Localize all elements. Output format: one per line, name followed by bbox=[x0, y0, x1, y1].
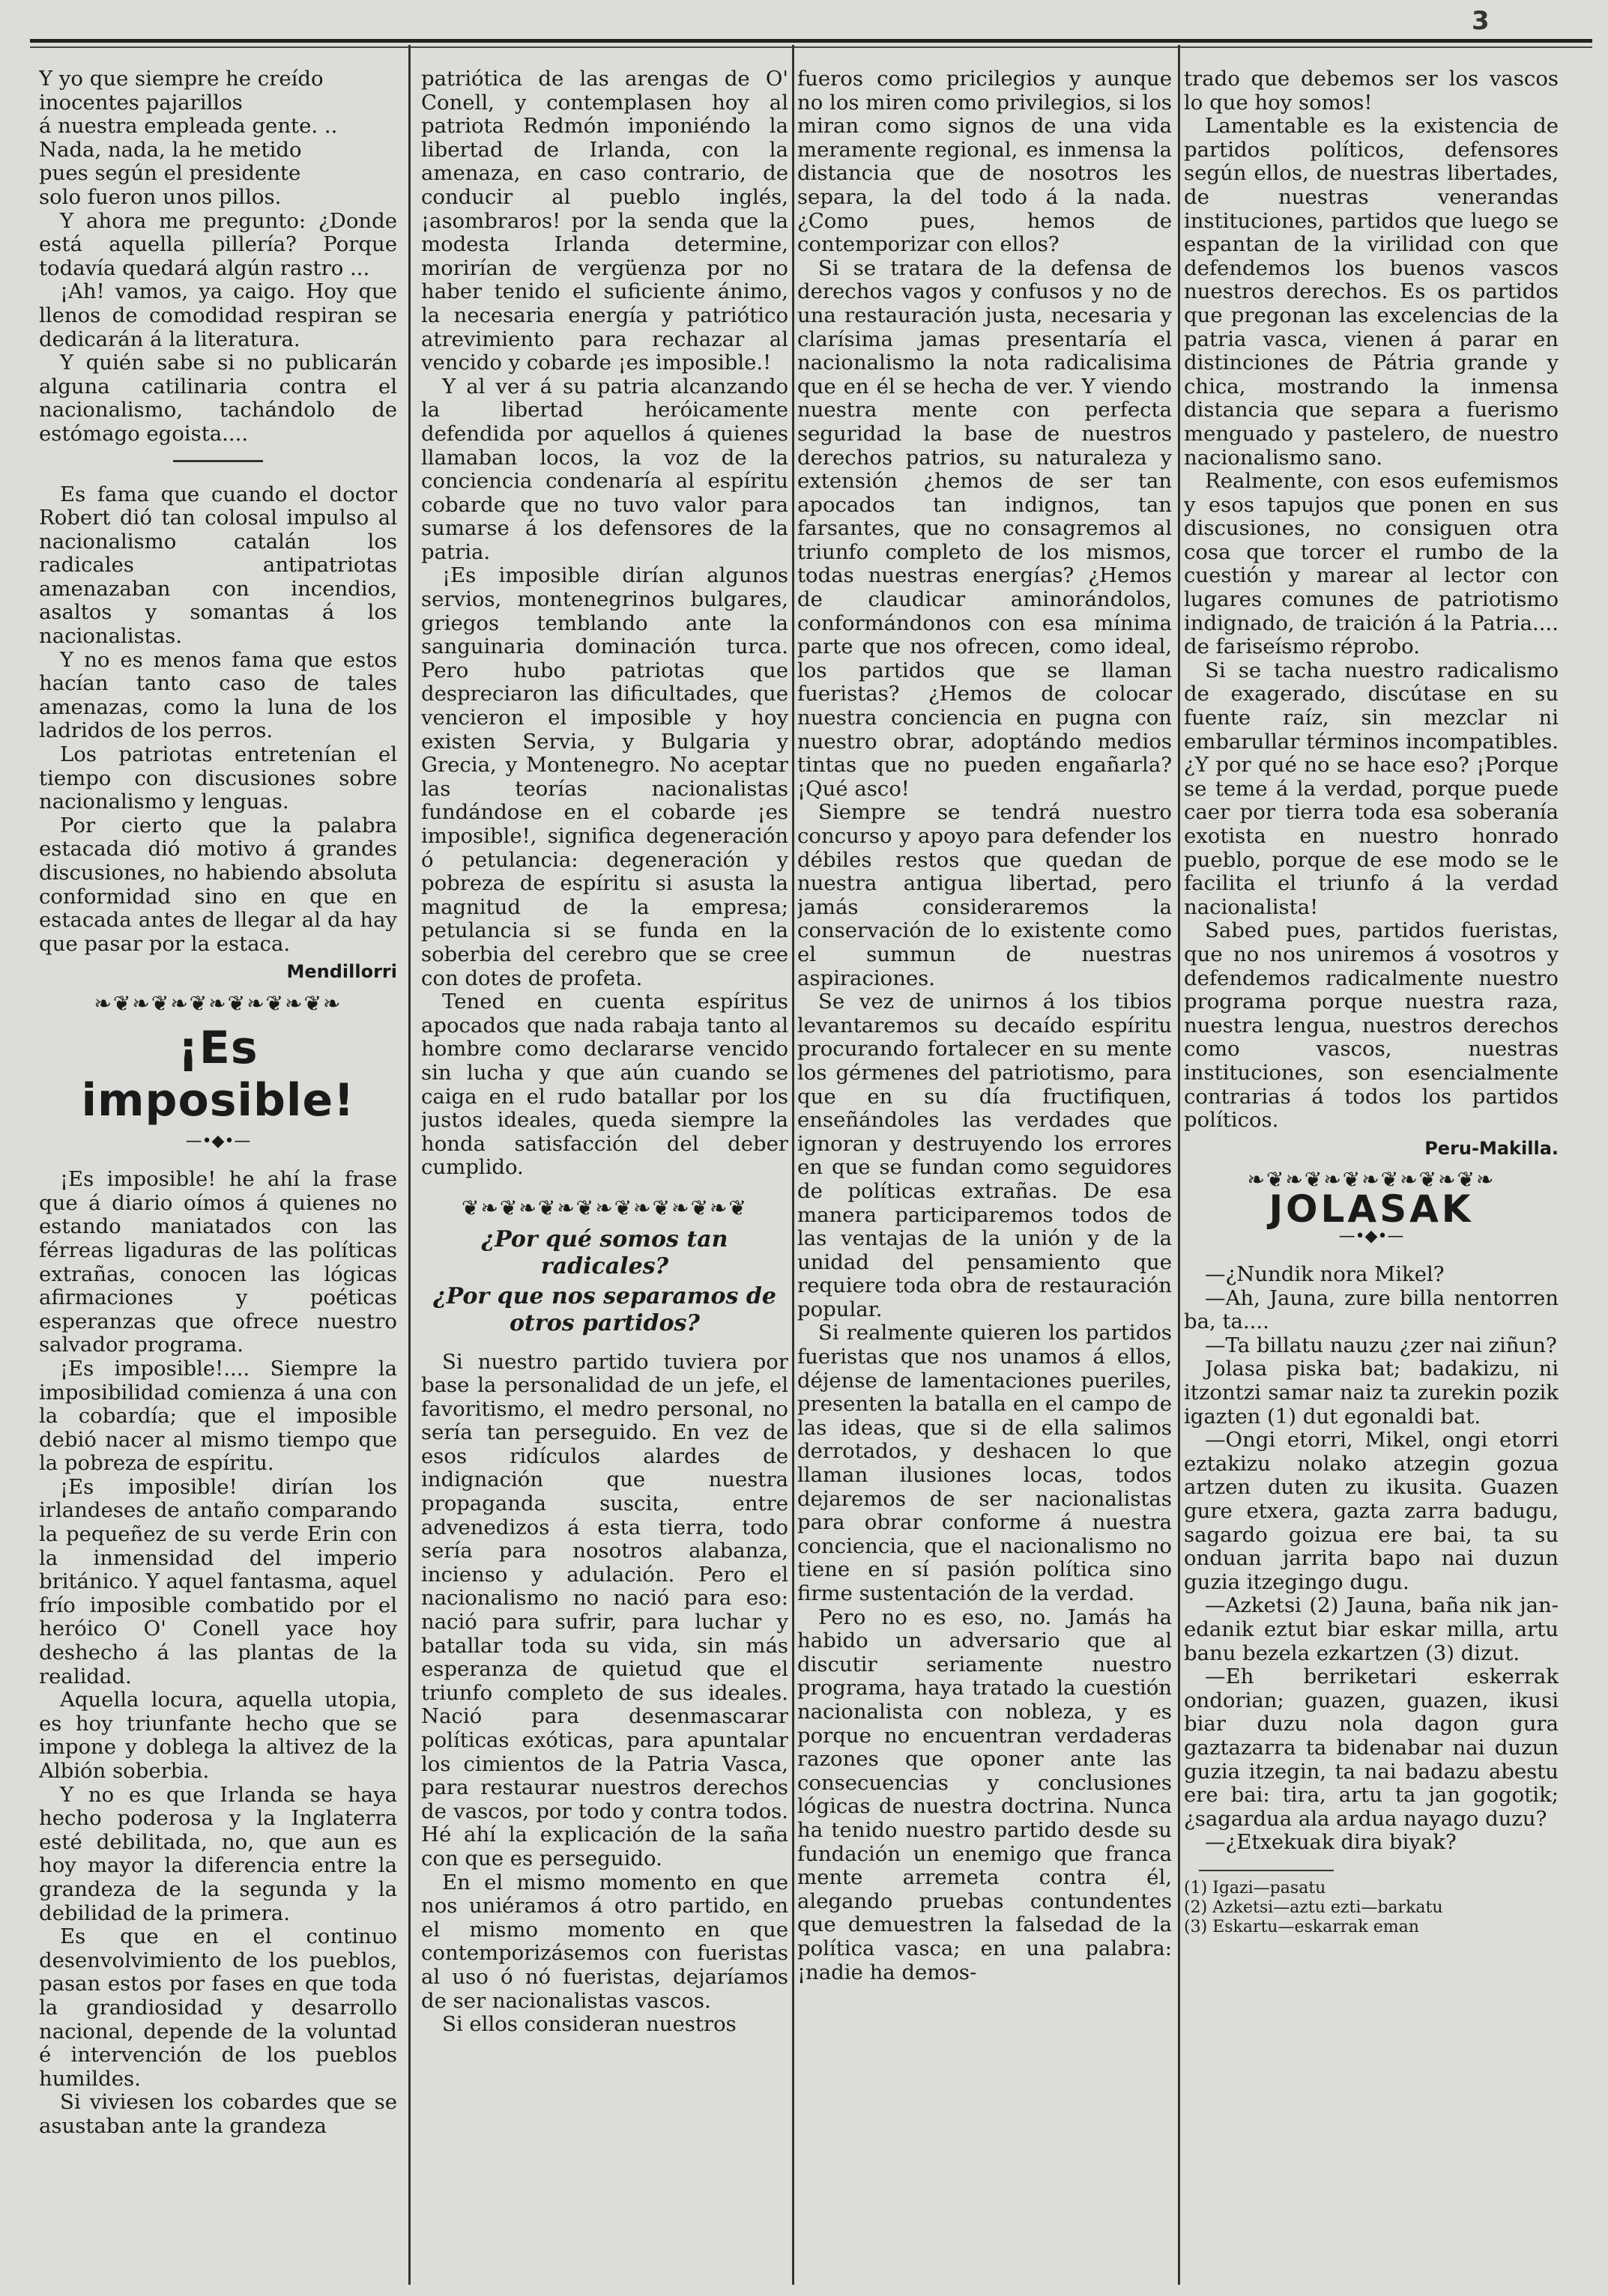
signature-peru-makilla: Peru-Makilla. bbox=[1424, 1137, 1559, 1159]
ornament-band: ❧❦❧❦❧❦❧❦❧❦❧❦❧ bbox=[1247, 1168, 1496, 1192]
top-rule-secondary bbox=[30, 46, 1592, 48]
paragraph: ¡Es imposible! dirían los irlandeses de antaño comparando la pequeñez de su verde Erin con la inmensidad del imperio británico. Y aquel fantasma, aquel frío imposible combatido por el heróico O' Conell yace hoy deshecho á las plantas de la realidad. bbox=[39, 1474, 397, 1688]
verse-line: Nada, nada, la he metido bbox=[39, 137, 302, 162]
column-1 bbox=[39, 67, 397, 2277]
paragraph: Es que en el continuo desenvolvimiento de los pueblos, pasan estos por fases en que toda la grandiosidad y desarrollo nacional, depende de la voluntad é intervención de los pueblos humildes. bbox=[39, 1924, 397, 2091]
paragraph: Pero no es eso, no. Jamás ha habido un adversario que al discutir seriamente nuestro programa, haya tratado la cuestión nacionalista con nobleza, y es porque no encuentran verdaderas razones que oponer ante las consecuencias y conclusiones lógicas de nuestra doctrina. Nunca ha tenido nuestro partido desde su fundación un enemigo que franca mente arremeta contra él, alegando pruebas contundentes que demuestren la falsedad de la política vasca; en una palabra: ¡nadie ha demos- bbox=[797, 1605, 1172, 1984]
column-2 bbox=[421, 67, 788, 2277]
footnote-rule bbox=[1199, 1870, 1334, 1871]
paragraph: ¡Es imposible dirían algunos servios, montenegrinos bulgares, griegos temblando ante la sanguinaria dominación turca. Pero hubo patriotas que despreciaron las dificultades, que vencieron el imposible y hoy existen Servia, y Bulgaria y Grecia, y Montenegro. No aceptar las teorías nacionalistas fundándose en el cobarde ¡es imposible!, significa degeneración ó petulancia: degeneración y pobreza de espíritu si asusta la magnitud de la empresa; petulancia si se funda en la soberbia del cerebro que se cree con dotes de profeta. bbox=[421, 563, 788, 990]
paragraph: En el mismo momento en que nos uniéramos á otro partido, en el mismo momento en que contemporizásemos con fueristas al uso ó nó fueristas, dejaríamos de ser nacionalistas vascos. bbox=[421, 1870, 788, 2013]
paragraph: Es fama que cuando el doctor Robert dió tan colosal impulso al nacionalismo catalán los radicales antipatriotas amenazaban con incendios, asaltos y somantas á los nacionalistas. bbox=[39, 482, 397, 649]
dialogue-line: —¿Nundik nora Mikel? bbox=[1205, 1262, 1445, 1287]
verse-line: solo fueron unos pillos. bbox=[39, 184, 282, 209]
paragraph: Y quién sabe si no publicarán alguna catilinaria contra el nacionalismo, tachándolo de estómago egoista.... bbox=[39, 351, 397, 446]
paragraph: Aquella locura, aquella utopia, es hoy triunfante hecho que se impone y doblega la altivez de la Albión soberbia. bbox=[39, 1688, 397, 1783]
paragraph: ¡Es imposible!.... Siempre la imposibilidad comienza á una con la cobardía; que el imposible debió nacer al mismo tiempo que la pobreza de espíritu. bbox=[39, 1356, 397, 1476]
column-divider-1 bbox=[408, 45, 411, 2285]
section-rule bbox=[173, 460, 263, 462]
paragraph: Por cierto que la palabra estacada dió motivo á grandes discusiones, no habiendo absoluta conformidad sino en que en estacada antes de llegar al da hay que pasar por la estaca. bbox=[39, 813, 397, 956]
headline-divider: —•◆•— bbox=[1338, 1226, 1404, 1246]
paragraph: Tened en cuenta espíritus apocados que nada rabaja tanto al hombre como declararse vencido sin lucha y que aún cuando se caiga en el rudo batallar por los justos ideales, queda siempre la honda satisfacción del deber cumplido. bbox=[421, 990, 788, 1180]
paragraph: Sabed pues, partidos fueristas, que no nos uniremos á vosotros y defendemos radicalmente nuestro programa porque nuestra raza, nuestra lengua, nuestros derechos como vascos, nuestras instituciones, son esencialmente contrarias á todos los partidos políticos. bbox=[1184, 918, 1559, 1133]
paragraph: Si nuestro partido tuviera por base la personalidad de un jefe, el favoritismo, el medro personal, no sería tan perseguido. En vez de esos ridículos alardes de indignación que nuestra propaganda suscita, entre advenedizos á esta tierra, todo sería para nosotros alabanza, incienso y adulación. Pero el nacionalismo no nació para eso: nació para sufrir, para luchar y batallar toda su vida, sin más esperanza de quietud que el triunfo completo de sus ideales. Nació para desenmascarar políticas exóticas, para apuntalar los cimientos de la Patria Vasca, para restaurar nuestros derechos de vascos, por todo y contra todos. Hé ahí la explicación de la saña con que es perseguido. bbox=[421, 1349, 788, 1871]
paragraph: Y no es menos fama que estos hacían tanto caso de tales amenazas, como la luna de los ladridos de los perros. bbox=[39, 647, 397, 743]
paragraph: Si se tratara de la defensa de derechos vagos y confusos y no de una restauración justa, necesaria y clarísima jamas presentaría el nacionalismo la nota radicalisima que en él se hecha de ver. Y viendo nuestra mente con perfecta seguridad la base de nuestros derechos patrios, su naturaleza y extensión ¿hemos de ser tan apocados tan indignos, tan farsantes, que no consagremos al triunfo completo de los mismos, todas nuestras energías? ¿Hemos de claudicar aminorándolos, conformándonos con esa mínima parte que nos ofrecen, como ideal, los partidos que se llaman fueristas? ¿Hemos de colocar nuestra conciencia en pugna con nuestro obrar, adoptándo medios tintas que no pueden engañarla? ¡Qué asco! bbox=[797, 255, 1172, 801]
paragraph: ¡Es imposible! he ahí la frase que á diario oímos á quienes no estando maniatados con las férreas ligaduras de las políticas extrañas, conocen las lógicas afirmaciones y poéticas esperanzas que ofrece nuestro salvador programa. bbox=[39, 1167, 397, 1357]
paragraph: trado que debemos ser los vascos lo que hoy somos! bbox=[1184, 67, 1559, 115]
footnote: (1) Igazi—pasatu bbox=[1184, 1878, 1326, 1897]
dialogue-line: —Ah, Jauna, zure billa nentorren ba, ta.... bbox=[1184, 1285, 1559, 1334]
paragraph: patriótica de las arengas de O' Conell, y contemplasen hoy al patriota Redmón imponiéndo la libertad de Irlanda, con la amenaza, en caso contrario, de conducir al pueblo inglés, ¡asombraros! por la senda que la modesta Irlanda determine, morirían de vergüenza por no haber tenido el suficiente ánimo, la necesaria energía y patriótico atrevimiento para rechazar al vencido y cobarde ¡es imposible.! bbox=[421, 67, 788, 375]
paragraph: Si viviesen los cobardes que se asustaban ante la grandeza bbox=[39, 2090, 397, 2138]
ornament-band: ❦❧❦❧❦❧❦❧❦❧❦❧❦❧❦ bbox=[462, 1196, 748, 1220]
column-4 bbox=[1184, 67, 1559, 2277]
dialogue-line: —Azketsi (2) Jauna, baña nik jan-edanik eztut biar eskar milla, artu banu bezela ezkartzen (3) dizut. bbox=[1184, 1593, 1559, 1665]
dialogue-line: —¿Etxekuak dira biyak? bbox=[1205, 1830, 1457, 1855]
verse-line: Y yo que siempre he creído bbox=[39, 67, 324, 91]
paragraph: Y no es que Irlanda se haya hecho poderosa y la Inglaterra esté debilitada, no, que aun es hoy mayor la diferencia entre la grandeza de la segunda y la debilidad de la primera. bbox=[39, 1782, 397, 1925]
paragraph: Si ellos consideran nuestros bbox=[442, 2012, 737, 2037]
paragraph: Lamentable es la existencia de partidos políticos, defensores según ellos, de nuestras libertades, de nuestras venerandas instituciones, partidos que luego se espantan de la virilidad con que defendemos los buenos vascos nuestros derechos. Es os partidos que pregonan las excelencias de la patria vasca, vienen á parar en distinciones de Pátria grande y chica, mostrando la inmensa distancia que separa a fuerismo menguado y pastelero, de nuestro nacionalismo sano. bbox=[1184, 114, 1559, 470]
article-headline: ¡Es imposible! bbox=[81, 1021, 355, 1127]
paragraph: fueros como pricilegios y aunque no los miren como privilegios, si los miran como signos de una vida meramente regional, es inmensa la distancia que de nosotros les separa, la del todo á la nada. ¿Como pues, hemos de contemporizar con ellos? bbox=[797, 67, 1172, 257]
paragraph: ¡Ah! vamos, ya caigo. Hoy que llenos de comodidad respiran se dedicarán á la literatura. bbox=[39, 279, 397, 351]
column-3 bbox=[797, 67, 1172, 2277]
paragraph: Si se tacha nuestro radicalismo de exagerado, discútase en su fuente raíz, sin mezclar ni embarullar términos incompatibles. ¿Y por qué no se hace eso? ¡Porque se teme á la verdad, porque puede caer por tierra toda esa soberanía exotista en nuestro honrado pueblo, porque de ese modo se le facilita el triunfo á la verdad nacionalista! bbox=[1184, 658, 1559, 919]
dialogue-line: Jolasa piska bat; badakizu, ni itzontzi samar naiz ta zurekin pozik igazten (1) dut egonaldi bat. bbox=[1184, 1357, 1559, 1429]
article-headline-line2: ¿Por que nos separamos de otros partidos? bbox=[433, 1282, 776, 1336]
article-headline-line1: ¿Por qué somos tan radicales? bbox=[481, 1226, 728, 1279]
ornament-band: ❧❦❧❦❧❦❧❦❧❦❧❦❧ bbox=[94, 991, 342, 1016]
paragraph: Realmente, con esos eufemismos y esos tapujos que ponen en sus discusiones, no consiguen otra cosa que torcer el rumbo de la cuestión y marear al lector con lugares comunes de patriotismo indignado, de traición á la Patria.... de fariseísmo réprobo. bbox=[1184, 469, 1559, 659]
dialogue-line: —Eh berriketari eskerrak ondorian; guazen, guazen, ikusi biar duzu nola dagon gura gaztazarra ta bidenabar nai duzun guzia itzegin, ta nai badazu abestu ere bai: tira, artu ta jan gogotik; ¿sagardua ala ardua nayago duzu? bbox=[1184, 1665, 1559, 1831]
headline-divider: —•◆•— bbox=[185, 1131, 251, 1151]
verse-line: á nuestra empleada gente. .. bbox=[39, 114, 338, 139]
top-rule bbox=[30, 39, 1592, 43]
paragraph: Si realmente quieren los partidos fueristas que nos unamos á ellos, déjense de lamentaciones pueriles, presenten la batalla en el campo de las ideas, que si de ella salimos derrotados, y deshacen lo que llaman ilusiones locas, todos dejaremos de ser nacionalistas para obrar conforme á nuestra conciencia, que el nacionalismo no tiene en sí pasión política sino firme sustentación de la verdad. bbox=[797, 1321, 1172, 1605]
paragraph: Se vez de unirnos á los tibios levantaremos su decaído espíritu procurando fortalecer en su mente los gérmenes del patriotismo, para que en su día fructifiquen, enseñándoles las verdades que ignoran y destruyendo los errores en que se fundan como seguidores de políticas extrañas. De esa manera participaremos todos de las ventajas de la unión y de la unidad del pensamiento que requiere toda obra de restauración popular. bbox=[797, 990, 1172, 1321]
dialogue-line: —Ongi etorri, Mikel, ongi etorri eztakizu nolako atzegin gozua artzen duten zu ikusita. Guazen gure etxera, gazta zarra badugu, sagardo goizua ere bai, ta su onduan jarrita bapo nai duzun guzia itzegingo dugu. bbox=[1184, 1428, 1559, 1594]
column-divider-3 bbox=[1178, 45, 1180, 2285]
footnote: (3) Eskartu—eskarrak eman bbox=[1184, 1917, 1419, 1936]
verse-line: pues según el presidente bbox=[39, 161, 301, 186]
paragraph: Y al ver á su patria alcanzando la libertad heróicamente defendida por aquellos á quienes llamaban locos, la voz de la conciencia condenaría al espíritu cobarde que no tuvo valor para sumarse á los defensores de la patria. bbox=[421, 374, 788, 564]
footnotes bbox=[1184, 1879, 1559, 1937]
signature-mendillorri: Mendillorri bbox=[286, 961, 397, 983]
dialogue-line: —Ta billatu nauzu ¿zer nai ziñun? bbox=[1205, 1333, 1557, 1357]
paragraph: Los patriotas entretenían el tiempo con discusiones sobre nacionalismo y lenguas. bbox=[39, 742, 397, 814]
article-headline: JOLASAK bbox=[1269, 1187, 1474, 1231]
page-stamp: 3 bbox=[1472, 6, 1490, 36]
paragraph: Siempre se tendrá nuestro concurso y apoyo para defender los débiles restos que quedan de nuestra antigua libertad, pero jamás consideraremos la conservación de lo existente como el summun de nuestras aspiraciones. bbox=[797, 800, 1172, 990]
footnote: (2) Azketsi—aztu ezti—barkatu bbox=[1184, 1897, 1443, 1917]
column-divider-2 bbox=[792, 45, 794, 2285]
verse-line: inocentes pajarillos bbox=[39, 90, 243, 115]
paragraph: Y ahora me pregunto: ¿Donde está aquella pillería? Porque todavía quedará algún rastro ... bbox=[39, 208, 397, 280]
